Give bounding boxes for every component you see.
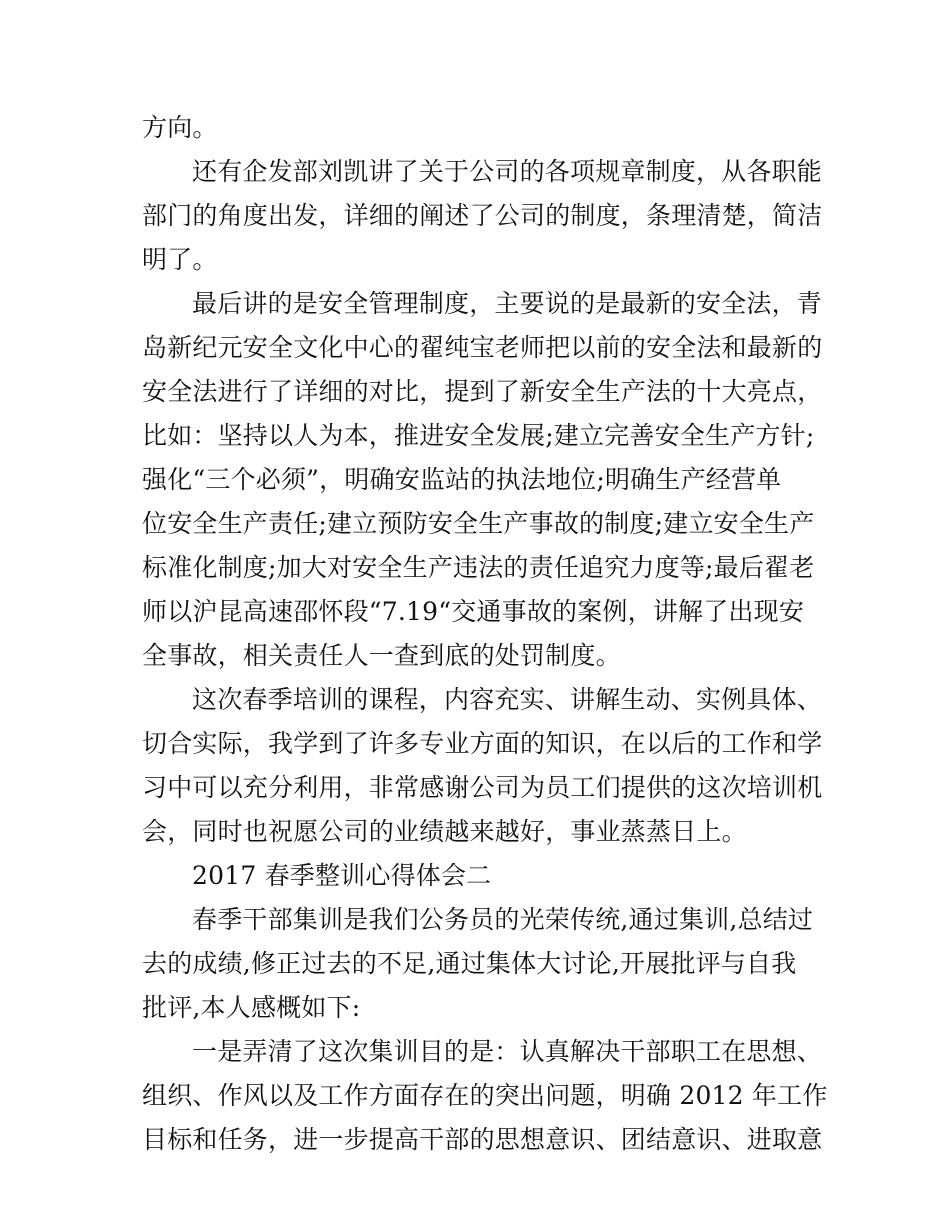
text-line-11: 标准化制度;加大对安全生产违法的责任追究力度等;最后翟老 xyxy=(142,553,815,582)
text-line-21: 批评,本人感概如下: xyxy=(142,993,361,1022)
text-line-17: 会，同时也祝愿公司的业绩越来越好，事业蒸蒸日上。 xyxy=(142,817,747,846)
text-line-9: 强化“三个必须”，明确安监站的执法地位;明确生产经营单 xyxy=(142,465,782,494)
text-line-19: 春季干部集训是我们公务员的光荣传统,通过集训,总结过 xyxy=(192,905,814,934)
text-line-8: 比如：坚持以人为本，推进安全发展;建立完善安全生产方针; xyxy=(142,421,815,450)
text-line-24: 目标和任务，进一步提高干部的思想意识、团结意识、进取意 xyxy=(142,1125,823,1154)
text-line-13: 全事故，相关责任人一查到底的处罚制度。 xyxy=(142,641,621,670)
text-line-2: 还有企发部刘凯讲了关于公司的各项规章制度，从各职能 xyxy=(192,157,823,186)
section-heading: 2017 春季整训心得体会二 xyxy=(192,861,492,890)
text-line-22: 一是弄清了这次集训目的是：认真解决干部职工在思想、 xyxy=(192,1037,823,1066)
text-line-4: 明了。 xyxy=(142,245,218,274)
text-line-16: 习中可以充分利用，非常感谢公司为员工们提供的这次培训机 xyxy=(142,773,823,802)
text-line-5: 最后讲的是安全管理制度，主要说的是最新的安全法，青 xyxy=(192,289,823,318)
text-line-1: 方向。 xyxy=(142,113,218,142)
text-line-7: 安全法进行了详细的对比，提到了新安全生产法的十大亮点， xyxy=(142,377,823,406)
text-line-23: 组织、作风以及工作方面存在的突出问题，明确 2012 年工作 xyxy=(142,1081,828,1110)
text-line-3: 部门的角度出发，详细的阐述了公司的制度，条理清楚，简洁 xyxy=(142,201,823,230)
text-line-14: 这次春季培训的课程，内容充实、讲解生动、实例具体、 xyxy=(192,685,823,714)
text-line-10: 位安全生产责任;建立预防安全生产事故的制度;建立安全生产 xyxy=(142,509,815,538)
text-line-20: 去的成绩,修正过去的不足,通过集体大讨论,开展批评与自我 xyxy=(142,949,797,978)
text-line-15: 切合实际，我学到了许多专业方面的知识，在以后的工作和学 xyxy=(142,729,823,758)
text-line-12: 师以沪昆高速邵怀段“7.19“交通事故的案例，讲解了出现安 xyxy=(142,597,805,626)
text-line-6: 岛新纪元安全文化中心的翟纯宝老师把以前的安全法和最新的 xyxy=(142,333,823,362)
